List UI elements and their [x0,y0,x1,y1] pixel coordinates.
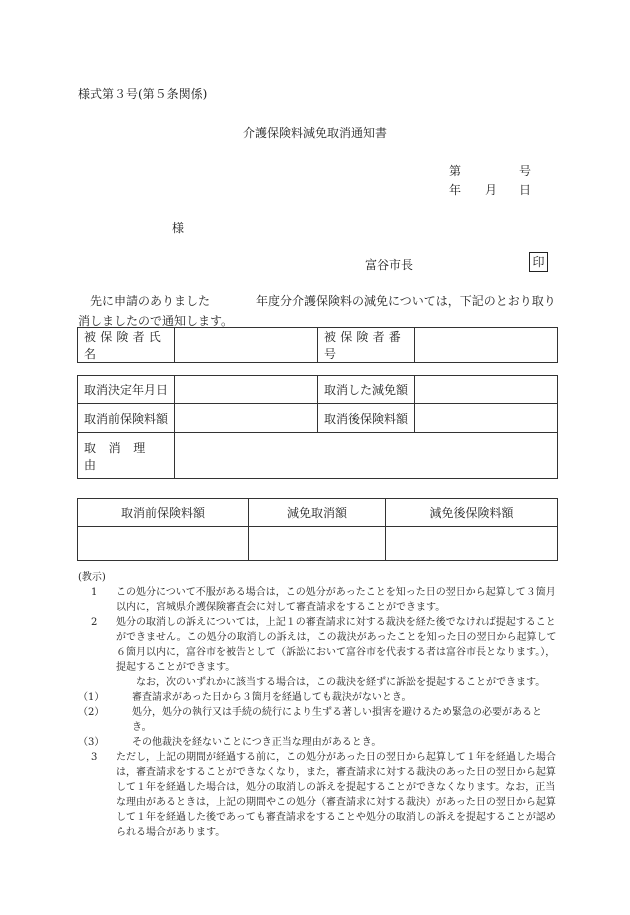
after-premium-value [415,404,558,433]
note-number: 3 [91,752,98,763]
note-number: 2 [91,617,98,628]
intro-line2: 消しましたので通知します。 [78,314,234,328]
instructions-section [78,570,560,840]
header-after-premium: 減免後保険料額 [386,499,558,527]
note-item-3 [78,750,560,840]
note-sub-item-1 [78,690,560,705]
sub-item-text: その他裁決を経ないことにつき正当な理由があるとき。 [132,737,382,748]
form-number: 様式第３号(第５条関係) [78,87,208,101]
date-day: 日 [519,183,532,197]
note-item-2 [78,615,560,675]
cancellation-details-table [77,375,558,479]
insured-number-value [415,328,558,363]
value-reduction-cancel [249,527,386,561]
header-before-premium: 取消前保険料額 [78,499,249,527]
note-text: 処分の取消しの訴えについては，上記１の審査請求に対する裁決を経た後でなければ提起することができません。この処分の取消しの訴えは，この裁決があったことを知った日の翌日から起算して６箇月以内に，富谷市を被告として（訴訟において富谷市を代表する者は富谷市長となります。），提起することができます。 [116,617,557,673]
sub-item-number: （2） [78,707,105,718]
decision-date-value [175,376,318,404]
cancelled-amount-label: 取消した減免額 [318,376,415,404]
intro-part1: 先に申請のありました [90,294,211,308]
note-item-1 [78,585,560,615]
insured-name-label: 被保険者氏名 [78,328,175,363]
after-premium-label: 取消後保険料額 [318,404,415,433]
before-premium-label: 取消前保険料額 [78,404,175,433]
addressee-suffix: 様 [172,221,185,235]
date-year: 年 [449,183,462,197]
note-2-subtext: なお，次のいずれかに該当する場合は，この裁決を経ずに訴訟を提起することができます。 [136,677,546,688]
seal-stamp: 印 [529,252,548,272]
cancelled-amount-value [415,376,558,404]
issuer-name: 富谷市長 [365,258,414,272]
insured-name-value [175,328,318,363]
document-title: 介護保険料減免取消通知書 [242,126,387,140]
date-month: 月 [485,183,498,197]
before-premium-value [175,404,318,433]
header-reduction-cancel: 減免取消額 [249,499,386,527]
note-text: ただし，上記の期間が経過する前に，この処分があった日の翌日から起算して１年を経過した場合は，審査請求をすることができなくなり，また，審査請求に対する裁決のあった日の翌日から起算して１年を経過した場合は，処分の取消しの訴えを提起することができなくなります。なお，正当な理由があるときは，上記の期間やこの処分（審査請求に対する裁決）があった日の翌日から起算して１年を経過した後であっても審査請求をすることや処分の取消しの訴えを提起することが認められる場合があります。 [116,752,556,838]
doc-number-prefix: 第 [449,164,462,178]
value-before-premium [78,527,249,561]
instructions-heading: (教示) [78,572,106,583]
sub-item-number: （1） [78,692,105,703]
decision-date-label: 取消決定年月日 [78,376,175,404]
reason-label: 取消理由 [78,433,175,479]
sub-item-text: 処分，処分の執行又は手続の続行により生ずる著しい損害を避けるため緊急の必要があるとき。 [132,707,542,733]
sub-item-number: （3） [78,737,105,748]
note-sub-item-3 [78,735,560,750]
premium-summary-table [77,498,558,561]
note-text: この処分について不服がある場合は，この処分があったことを知った日の翌日から起算して３箇月以内に，宮城県介護保険審査会に対して審査請求をすることができます。 [116,587,556,613]
note-number: 1 [91,587,98,598]
note-sub-item-2 [78,705,560,735]
sub-item-text: 審査請求があった日から３箇月を経過しても裁決がないとき。 [132,692,412,703]
intro-part2: 年度分介護保険料の減免については，下記のとおり取り [256,294,556,308]
doc-number-suffix: 号 [519,164,532,178]
reason-value [175,433,558,479]
insured-number-label: 被保険者番号 [318,328,415,363]
insured-info-table [77,327,558,363]
value-after-premium [386,527,558,561]
